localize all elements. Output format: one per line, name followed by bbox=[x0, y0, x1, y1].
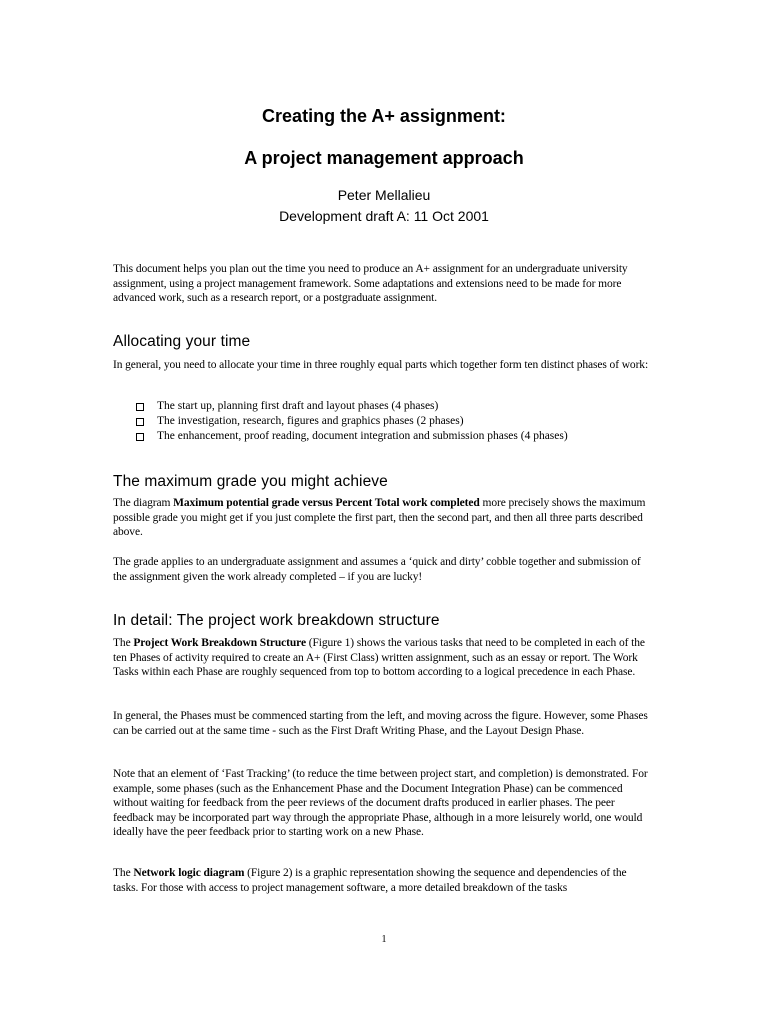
checkbox-bullet-icon bbox=[136, 403, 144, 411]
checkbox-bullet-icon bbox=[136, 418, 144, 426]
work-breakdown-paragraph-4: The Network logic diagram (Figure 2) is a graphic representation showing the sequence and dependencies of the tasks. For those with access to project management software, a more detailed breakdown of the tasks bbox=[113, 867, 627, 894]
list-item bbox=[136, 414, 656, 429]
list-item bbox=[136, 429, 656, 444]
bullet-text: The enhancement, proof reading, document integration and submission phases (4 phases) bbox=[157, 429, 568, 442]
author-name: Peter Mellalieu bbox=[337, 187, 431, 203]
figure-reference: Maximum potential grade versus Percent Total work completed bbox=[173, 497, 480, 509]
maximum-grade-paragraph-2: The grade applies to an undergraduate assignment and assumes a ‘quick and dirty’ cobble together and submission of the assignment given the work already completed – if you are lucky! bbox=[113, 556, 641, 583]
draft-info: Development draft A: 11 Oct 2001 bbox=[279, 208, 489, 224]
bullet-text: The start up, planning first draft and layout phases (4 phases) bbox=[157, 400, 439, 412]
figure-reference: Project Work Breakdown Structure bbox=[133, 637, 306, 649]
page-number: 1 bbox=[381, 934, 387, 945]
document-subtitle: A project management approach bbox=[244, 148, 524, 168]
section-heading-maximum-grade: The maximum grade you might achieve bbox=[113, 473, 388, 490]
maximum-grade-paragraph-1: The diagram Maximum potential grade versus Percent Total work completed more precisely shows the maximum possible grade you might get if you just complete the first part, then the second part, and then all three parts described above. bbox=[113, 497, 646, 539]
bullet-text: The investigation, research, figures and graphics phases (2 phases) bbox=[157, 414, 464, 427]
figure-reference: Network logic diagram bbox=[133, 867, 245, 879]
document-title: Creating the A+ assignment: bbox=[262, 106, 506, 126]
work-breakdown-paragraph-2: In general, the Phases must be commenced starting from the left, and moving across the figure. However, some Phases can be carried out at the same time - such as the First Draft Writing Phase, and the Layout Design Phase. bbox=[113, 710, 648, 737]
allocating-paragraph: In general, you need to allocate your time in three roughly equal parts which together form ten distinct phases of work: bbox=[113, 359, 649, 371]
work-breakdown-paragraph-3: Note that an element of ‘Fast Tracking’ (to reduce the time between project start, and completion) is demonstrated. For example, some phases (such as the Enhancement Phase and the Document Integration Phase) can be commenced without waiting for feedback from the peer reviews of the document drafts produced in earlier phases. The peer feedback may be incorporated part way through the appropriate Phase, although in a more leisurely world, one would ideally have the peer feedback prior to starting work on a new Phase. bbox=[113, 768, 648, 839]
work-breakdown-paragraph-1: The Project Work Breakdown Structure (Figure 1) shows the various tasks that need to be completed in each of the ten Phases of activity required to create an A+ (First Class) written assignment, such as an essay or report. The Work Tasks within each Phase are roughly sequenced from top to bottom according to a logical precedence in each Phase. bbox=[113, 637, 645, 679]
intro-paragraph: This document helps you plan out the time you need to produce an A+ assignment for an undergraduate university assignment, using a project management framework. Some adaptations and extensions need to be made for more advanced work, such as a research report, or a postgraduate assignment. bbox=[113, 263, 628, 305]
checkbox-bullet-icon bbox=[136, 433, 144, 441]
list-item bbox=[136, 399, 656, 414]
section-heading-work-breakdown: In detail: The project work breakdown structure bbox=[113, 612, 440, 629]
phase-bullet-list bbox=[136, 399, 656, 443]
section-heading-allocating: Allocating your time bbox=[113, 333, 251, 350]
